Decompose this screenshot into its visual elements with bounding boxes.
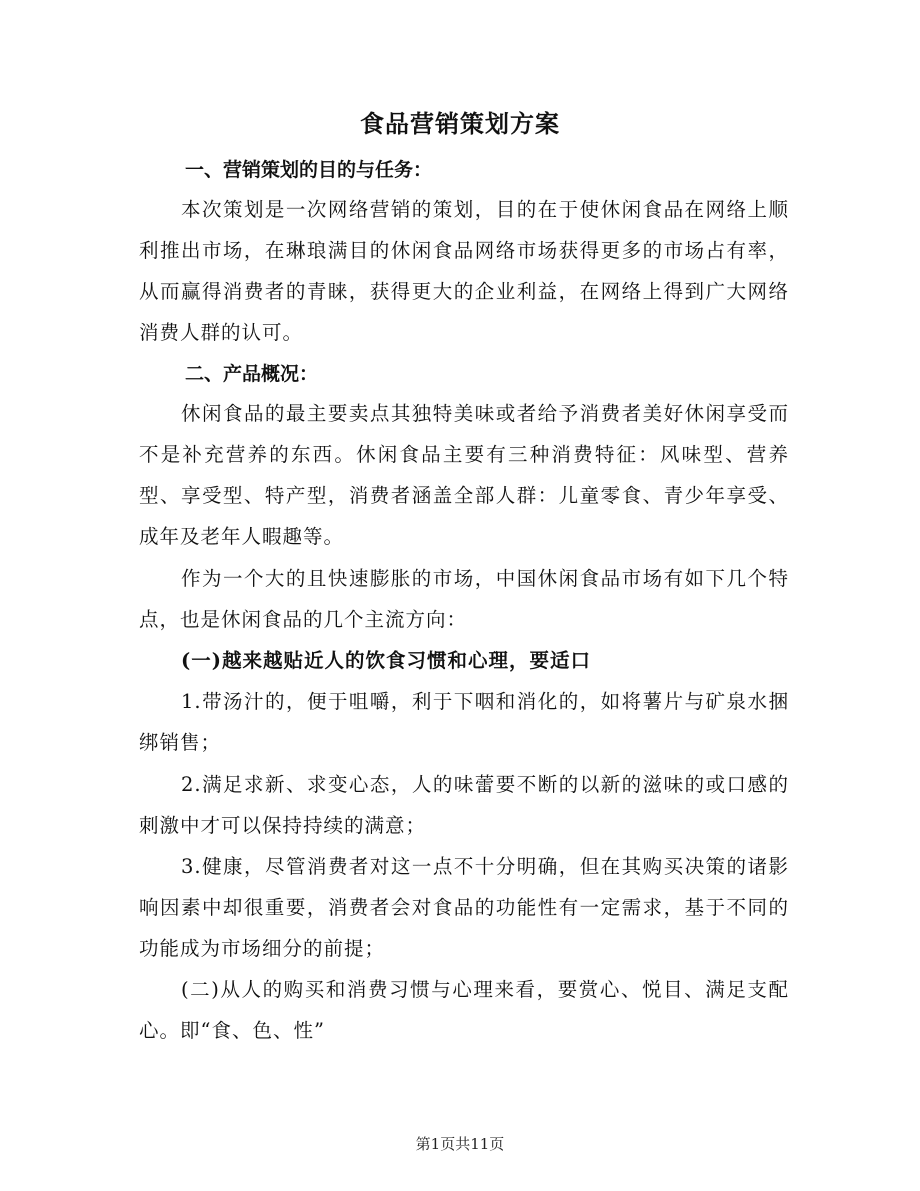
section-2-heading: 二、产品概况： <box>185 363 319 385</box>
page-title: 食品营销策划方案 <box>360 109 560 138</box>
section-1-paragraph: 本次策划是一次网络营销的策划，目的在于使休闲食品在网络上顺利推出市场，在琳琅满目的休闲食品网络市场获得更多的市场占有率，从而赢得消费者的青睐，获得更大的企业利益，在网络上得到广大网络消费人群的认可。 <box>139 198 789 344</box>
subsection-1-heading: (一)越来越贴近人的饮食习惯和心理，要适口 <box>181 649 591 672</box>
section-2-paragraph-2: 作为一个大的且快速膨胀的市场，中国休闲食品市场有如下几个特点，也是休闲食品的几个主流方向： <box>139 567 789 631</box>
list-item-2: 2.满足求新、求变心态，人的味蕾要不断的以新的滋味的或口感的刺激中才可以保持持续的满意； <box>139 773 789 837</box>
list-item-3: 3.健康，尽管消费者对这一点不十分明确，但在其购买决策的诸影响因素中却很重要，消费者会对食品的功能性有一定需求，基于不同的功能成为市场细分的前提； <box>139 855 789 960</box>
page-number: 第1页共11页 <box>415 1135 505 1153</box>
section-2-paragraph-1: 休闲食品的最主要卖点其独特美味或者给予消费者美好休闲享受而不是补充营养的东西。休闲食品主要有三种消费特征：风味型、营养型、享受型、特产型，消费者涵盖全部人群：儿童零食、青少年享受、成年及老年人暇趣等。 <box>139 402 789 548</box>
list-item-1: 1.带汤汁的，便于咀嚼，利于下咽和消化的，如将薯片与矿泉水捆绑销售； <box>139 690 789 754</box>
subsection-2-paragraph: (二)从人的购买和消费习惯与心理来看，要赏心、悦目、满足支配心。即“食、色、性” <box>139 978 789 1042</box>
section-1-heading: 一、营销策划的目的与任务： <box>185 159 433 181</box>
